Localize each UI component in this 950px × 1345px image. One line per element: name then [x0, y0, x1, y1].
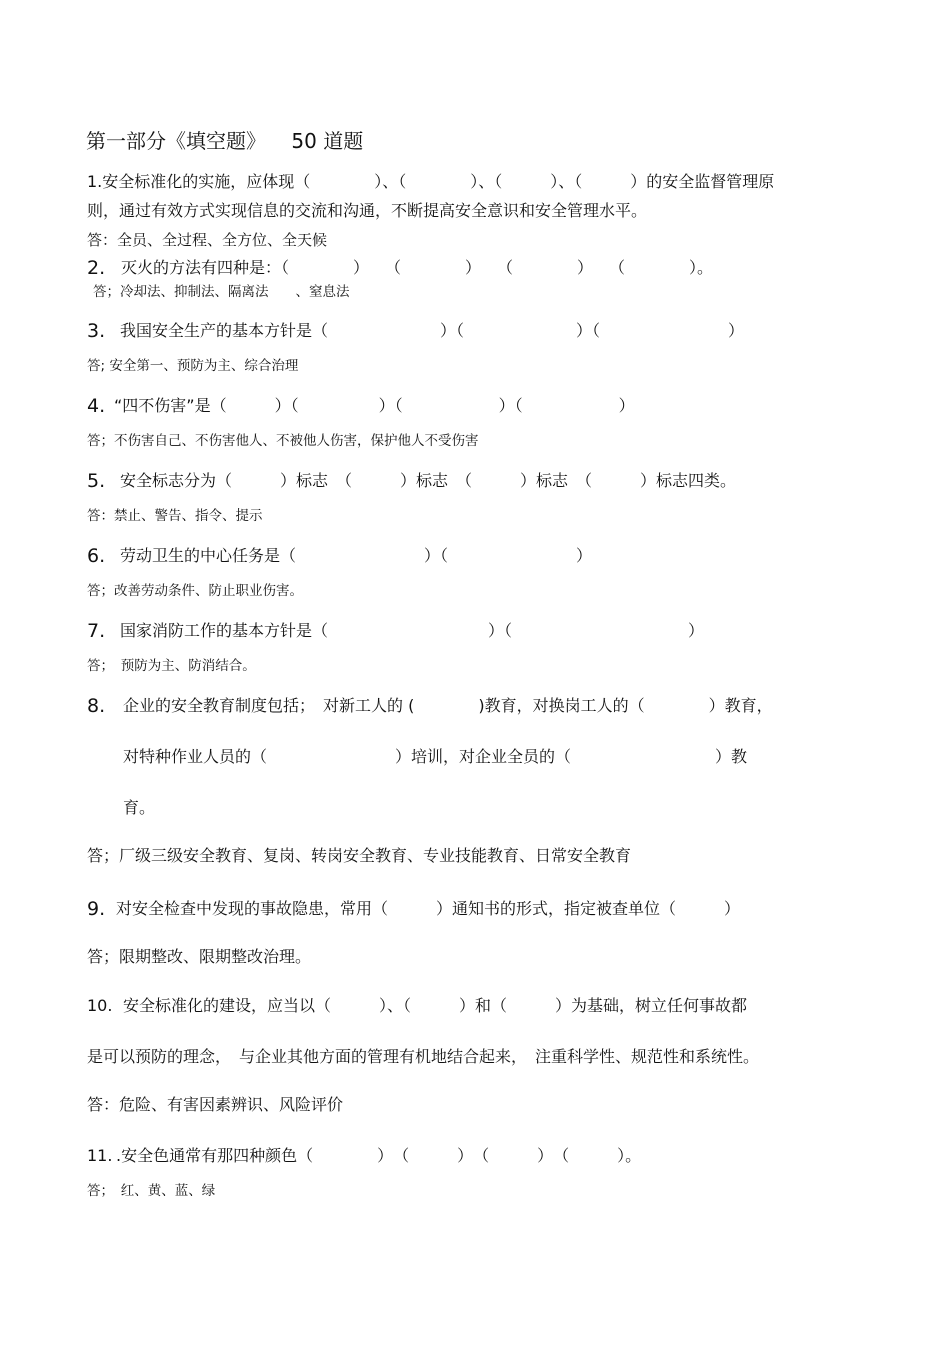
page-title: 第一部分《填空题》 50 道题	[86, 129, 364, 153]
question-1-line-1: 1.安全标准化的实施，应体现（ ）、（ ）、（ ）、（ ）的安全监督管理原	[87, 172, 775, 191]
question-10-number: 10.	[87, 996, 113, 1015]
answer-9: 答；限期整改、限期整改治理。	[87, 947, 312, 966]
question-10-line-2: 是可以预防的理念， 与企业其他方面的管理有机地结合起来， 注重科学性、规范性和系统性。	[87, 1047, 760, 1066]
answer-5: 答：禁止、警告、指令、提示	[87, 508, 263, 524]
question-2-text: 灭火的方法有四种是：（ ） （ ） （ ） （ ）。	[121, 258, 714, 277]
question-6-number: 6.	[87, 545, 106, 567]
question-10-line-1: 安全标准化的建设，应当以（ ）、（ ）和（ ）为基础，树立任何事故都	[123, 996, 748, 1015]
question-3-number: 3.	[87, 320, 106, 342]
answer-11: 答； 红、黄、蓝、绿	[87, 1183, 216, 1199]
answer-7: 答； 预防为主、防消结合。	[87, 658, 256, 674]
question-11-text: .安全色通常有那四种颜色（ ） （ ） （ ） （ ）。	[116, 1146, 642, 1165]
question-8-line-3: 育。	[123, 798, 156, 817]
question-4-number: 4.	[87, 395, 106, 417]
question-8-line-2: 对特种作业人员的（ ）培训，对企业全员的（ ）教	[123, 747, 748, 766]
answer-1: 答：全员、全过程、全方位、全天候	[87, 231, 328, 249]
question-8-number: 8.	[87, 695, 106, 717]
answer-2: 答；冷却法、抑制法、隔离法 、窒息法	[93, 284, 350, 300]
answer-6: 答；改善劳动条件、防止职业伤害。	[87, 583, 303, 599]
question-11-number: 11.	[87, 1146, 113, 1165]
question-9-text: 对安全检查中发现的事故隐患，常用（ ）通知书的形式，指定被查单位（ ）	[116, 899, 741, 918]
question-7-number: 7.	[87, 620, 106, 642]
answer-3: 答; 安全第一、预防为主、综合治理	[87, 358, 299, 374]
question-2-number: 2.	[87, 257, 106, 279]
answer-10: 答：危险、有害因素辨识、风险评价	[87, 1095, 344, 1114]
question-9-number: 9.	[87, 898, 106, 920]
question-8-line-1: 企业的安全教育制度包括； 对新工人的 ( )教育，对换岗工人的（ ）教育，	[123, 696, 773, 715]
question-4-text: “四不伤害”是（ ）（ ）（ ）（ ）	[114, 396, 635, 415]
answer-4: 答；不伤害自己、不伤害他人、不被他人伤害，保护他人不受伤害	[87, 433, 479, 449]
question-3-text: 我国安全生产的基本方针是（ ）（ ）（ ）	[120, 321, 745, 340]
question-5-text: 安全标志分为（ ）标志 （ ）标志 （ ）标志 （ ）标志四类。	[120, 471, 737, 490]
question-7-text: 国家消防工作的基本方针是（ ）（ ）	[120, 621, 705, 640]
question-1-line-2: 则，通过有效方式实现信息的交流和沟通，不断提高安全意识和安全管理水平。	[87, 201, 648, 220]
question-5-number: 5.	[87, 470, 106, 492]
question-6-text: 劳动卫生的中心任务是（ ）（ ）	[120, 546, 593, 565]
answer-8: 答；厂级三级安全教育、复岗、转岗安全教育、专业技能教育、日常安全教育	[87, 846, 632, 865]
